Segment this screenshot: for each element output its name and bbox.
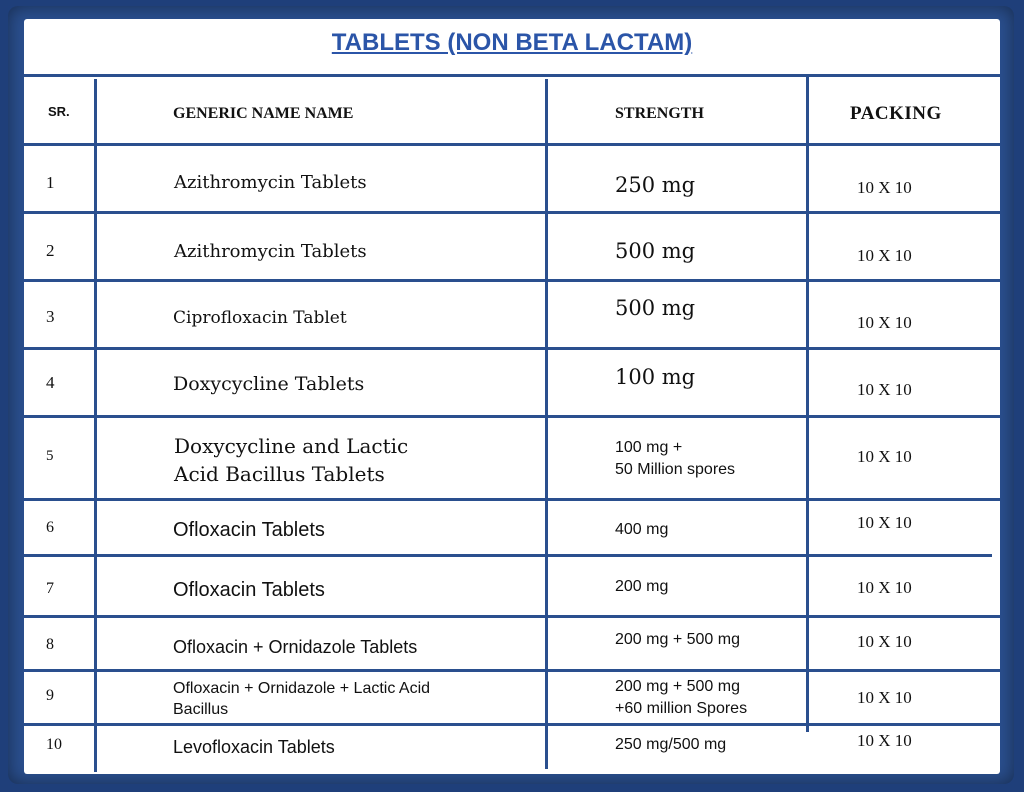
row-divider: [24, 74, 1000, 77]
row-divider: [24, 211, 1000, 214]
row-divider: [24, 279, 1000, 282]
row-7-strength: 200 mg: [615, 578, 669, 595]
row-4-name: Doxycycline Tablets: [173, 373, 365, 395]
header-packing: PACKING: [850, 103, 942, 124]
row-4-packing: 10 X 10: [857, 380, 912, 399]
row-8-packing: 10 X 10: [857, 632, 912, 651]
row-3-sr: 3: [46, 307, 55, 326]
row-2-packing: 10 X 10: [857, 246, 912, 265]
row-10-packing: 10 X 10: [857, 731, 912, 750]
header-strength: STRENGTH: [615, 105, 704, 122]
row-9-packing: 10 X 10: [857, 688, 912, 707]
header-generic-name: GENERIC NAME NAME: [173, 105, 354, 122]
row-6-packing: 10 X 10: [857, 513, 912, 532]
row-8-sr: 8: [46, 636, 54, 653]
row-divider: [24, 615, 1000, 618]
row-divider: [24, 723, 1000, 726]
row-2-strength: 500 mg: [615, 239, 696, 263]
row-divider: [24, 143, 1000, 146]
row-2-name: Azithromycin Tablets: [174, 241, 367, 262]
row-3-strength: 500 mg: [615, 296, 696, 320]
row-3-name: Ciprofloxacin Tablet: [173, 308, 347, 328]
row-9-sr: 9: [46, 687, 54, 704]
column-divider: [806, 76, 809, 732]
row-5-name: Doxycycline and Lactic Acid Bacillus Tablets: [174, 434, 409, 486]
row-4-sr: 4: [46, 373, 55, 392]
header-sr: SR.: [48, 104, 70, 119]
row-6-name: Ofloxacin Tablets: [173, 519, 325, 541]
row-4-strength: 100 mg: [615, 365, 696, 389]
row-3-packing: 10 X 10: [857, 313, 912, 332]
row-6-sr: 6: [46, 519, 54, 536]
row-5-strength: 100 mg + 50 Million spores: [615, 439, 736, 478]
product-table-panel: [24, 19, 1000, 774]
row-10-sr: 10: [46, 736, 62, 753]
row-divider: [24, 669, 1000, 672]
row-divider: [24, 554, 992, 557]
row-1-name: Azithromycin Tablets: [174, 172, 367, 193]
row-divider: [24, 415, 1000, 418]
row-1-strength: 250 mg: [615, 173, 696, 197]
row-1-sr: 1: [46, 173, 55, 192]
row-divider: [24, 498, 1000, 501]
row-6-strength: 400 mg: [615, 521, 669, 538]
row-1-packing: 10 X 10: [857, 178, 912, 197]
row-9-strength: 200 mg + 500 mg +60 million Spores: [615, 678, 748, 717]
row-5-sr: 5: [46, 448, 54, 464]
column-divider: [545, 79, 548, 769]
column-divider: [94, 79, 97, 772]
page-title: TABLETS (NON BETA LACTAM): [331, 29, 693, 56]
row-divider: [24, 347, 1000, 350]
row-8-name: Ofloxacin + Ornidazole Tablets: [173, 637, 418, 657]
row-2-sr: 2: [46, 241, 55, 260]
row-10-strength: 250 mg/500 mg: [615, 736, 727, 753]
row-10-name: Levofloxacin Tablets: [173, 737, 335, 757]
row-7-packing: 10 X 10: [857, 578, 912, 597]
row-7-name: Ofloxacin Tablets: [173, 579, 325, 601]
row-9-name: Ofloxacin + Ornidazole + Lactic Acid Bacillus: [173, 680, 431, 718]
row-5-packing: 10 X 10: [857, 447, 912, 466]
row-7-sr: 7: [46, 580, 54, 597]
row-8-strength: 200 mg + 500 mg: [615, 631, 740, 648]
